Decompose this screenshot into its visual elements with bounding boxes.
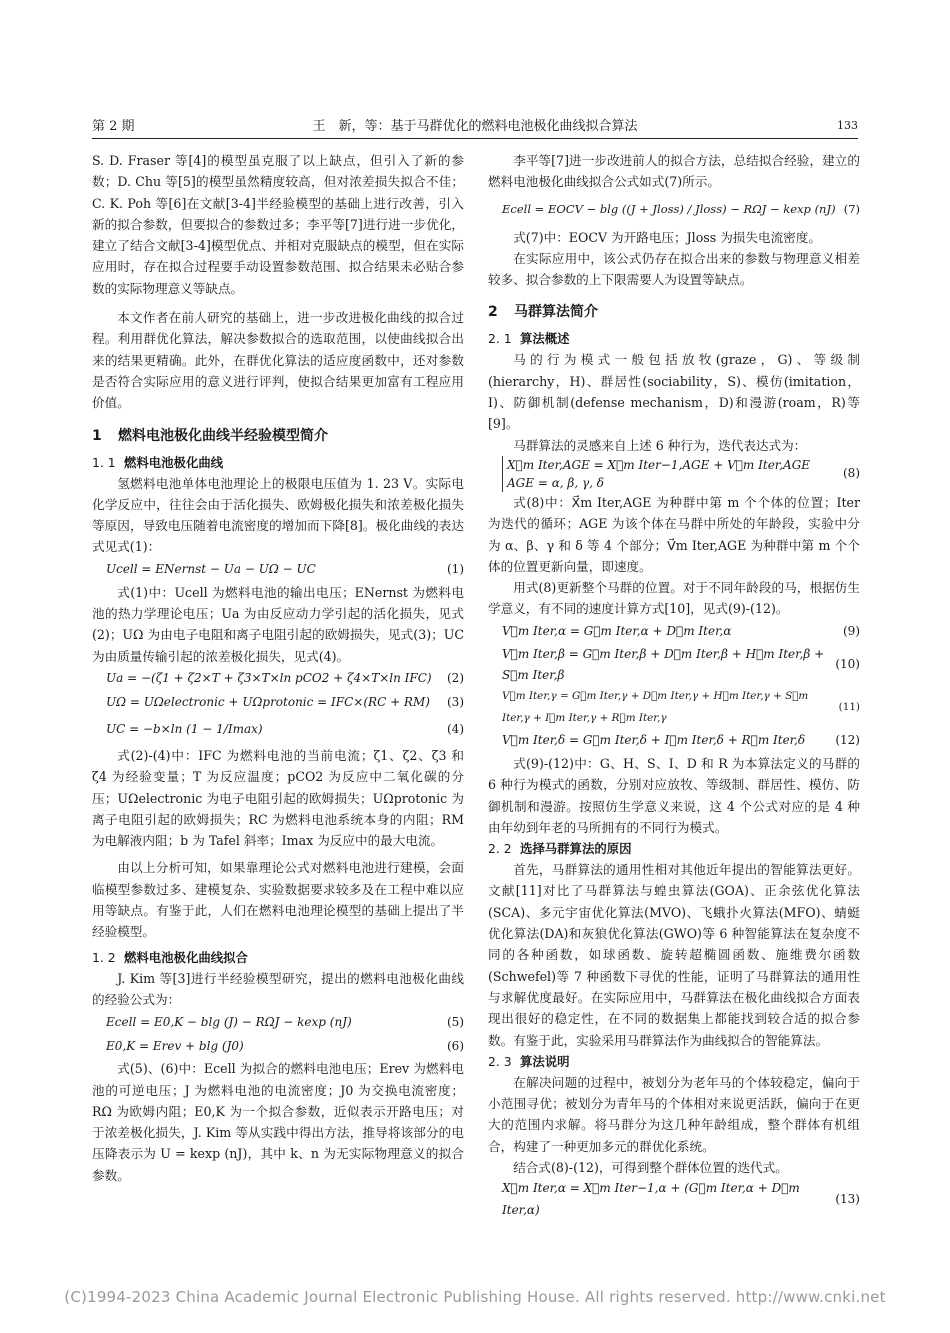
equation: E0,K = Erev + blg (J0) (6) <box>106 1038 464 1053</box>
paragraph: 首先，马群算法的通用性相对其他近年提出的智能算法更好。文献[11]对比了马群算法与蝗虫算法(GOA)、正余弦优化算法(SCA)、多元宇宙优化算法(MVO)、飞蛾扑火算法(MFO)、蜻蜓优化算法(DA)和灰狼优化算法(GWO)等 6 种智能算法在复杂度不同的各种函数，如球函数、旋转超椭圆函数、施维费尔函数(Schwefel)等 7 种函数下寻优的性能，证明了马群算法的通用性与求解优度最好。在实际应用中，马群算法在极化曲线拟合方面表现出很好的稳定性，在不同的数据集上都能找到较合适的拟合参数。有鉴于此，实验采用马群算法作为曲线拟合的智能算法。 <box>488 862 860 1048</box>
issue-number: 第 2 期 <box>92 119 135 134</box>
paragraph: 在实际应用中，该公式仍存在拟合出来的参数与物理意义相差较多、拟合参数的上下限需要人为设置等缺点。 <box>488 250 860 288</box>
left-column <box>92 150 464 1186</box>
paragraph: 本文作者在前人研究的基础上，进一步改进极化曲线的拟合过程。利用群优化算法，解决参数拟合的选取范围，以使曲线拟合出来的结果更精确。此外，在群优化算法的适应度函数中，还对参数是否符合实际应用的意义进行评判，使拟合结果更加富有工程应用价值。 <box>92 310 464 411</box>
running-header <box>92 114 858 139</box>
equation: V⃗m Iter,γ = G⃗m Iter,γ + D⃗m Iter,γ + H⃗m Iter,γ + S⃗m Iter,γ + I⃗m Iter,γ + R⃗m Iter,γ (11) <box>502 690 860 724</box>
equation: UΩ = UΩelectronic + UΩprotonic = IFC×(RC + RM) (3) <box>106 695 464 710</box>
equation: Ua = −(ζ1 + ζ2×T + ζ3×T×ln pCO2 + ζ4×T×ln IFC) (2) <box>106 671 464 686</box>
equation: X⃗m Iter,AGE = X⃗m Iter−1,AGE + V⃗m Iter,AGE AGE = α, β, γ, δ (8) <box>488 456 860 492</box>
paragraph: J. Kim 等[3]进行半经验模型研究，提出的燃料电池极化曲线的经验公式为： <box>92 970 464 1007</box>
equation: X⃗m Iter,α = X⃗m Iter−1,α + (G⃗m Iter,α + D⃗m Iter,α) (13) <box>502 1181 860 1217</box>
equation: V⃗m Iter,δ = G⃗m Iter,δ + I⃗m Iter,δ + R⃗m Iter,δ (12) <box>502 733 860 748</box>
paragraph: 式(1)中：Ucell 为燃料电池的输出电压；ENernst 为燃料电池的热力学理论电压；Ua 为由反应动力学引起的活化损失，见式(2)；UΩ 为由电子电阻和离子电阻引起的欧姆损失，见式(3)；UC 为由质量传输引起的浓差极化损失，见式(4)。 <box>92 584 464 664</box>
subsection-heading: 2. 3 算法说明 <box>488 1053 570 1069</box>
paragraph: 由以上分析可知，如果靠理论公式对燃料电池进行建模，会面临模型参数过多、建模复杂、实验数据要求较多及在工程中难以应用等缺点。有鉴于此，人们在燃料电池理论模型的基础上提出了半经验模型。 <box>92 860 464 940</box>
paragraph: 李平等[7]进一步改进前人的拟合方法，总结拟合经验，建立的燃料电池极化曲线拟合公式如式(7)所示。 <box>488 153 860 190</box>
equation: Ecell = E0,K − blg (J) − RΩJ − kexp (nJ) (5) <box>106 1014 464 1029</box>
paragraph: 式(5)、(6)中：Ecell 为拟合的燃料电池电压；Erev 为燃料电池的可逆电压；J 为燃料电池的电流密度；J0 为交换电流密度；RΩ 为欧姆内阻；E0,K 为一个拟合参数，近似表示开路电压；对于浓差极化损失，J. Kim 等从实践中得出方法，推导将该部分的电压降表示为 U = kexp (nJ)，其中 k、n 为无实际物理意义的拟合参数。 <box>92 1061 464 1183</box>
paragraph: 用式(8)更新整个马群的位置。对于不同年龄段的马，根据仿生学意义，有不同的速度计算方式[10]，见式(9)-(12)。 <box>488 580 860 617</box>
subsection-heading: 1. 1 燃料电池极化曲线 <box>92 454 224 470</box>
subsection-heading: 2. 2 选择马群算法的原因 <box>488 841 632 857</box>
paragraph: 式(9)-(12)中：G、H、S、I、D 和 R 为本算法定义的马群的 6 种行为模式的函数，分别对应放牧、等级制、群居性、模仿、防御机制和漫游。按照仿生学意义来说，这 4 个公式对应的是 4 种由年幼到年老的马所拥有的不同行为模式。 <box>488 755 860 835</box>
section-heading: 1 燃料电池极化曲线半经验模型简介 <box>92 427 328 444</box>
paragraph: S. D. Fraser 等[4]的模型虽克服了以上缺点，但引入了新的参数；D. Chu 等[5]的模型虽然精度较高，但对浓差损失拟合不佳；C. K. Poh 等[6]在文献[3-4]半经验模型的基础上进行改善，引入新的拟合参数，但要拟合的参数过多；李平等[7]进行进一步优化，建立了结合文献[3-4]模型优点、并相对克服缺点的模型，但在实际应用时，存在拟合过程要手动设置参数范围、拟合结果未必贴合参数的实际物理意义等缺点。 <box>92 153 464 296</box>
paragraph: 结合式(8)-(12)，可得到整个群体位置的迭代式。 <box>513 1159 788 1175</box>
equation: V⃗m Iter,α = G⃗m Iter,α + D⃗m Iter,α (9) <box>502 624 860 639</box>
subsection-heading: 2. 1 算法概述 <box>488 331 570 347</box>
paragraph: 马的行为模式一般包括放牧(graze，G)、等级制(hierarchy，H)、群居性(sociability，S)、模仿(imitation，I)、防御机制(defense mechanism，D)和漫游(roam，R)等[9]。 <box>488 352 860 432</box>
paragraph: 式(2)-(4)中：IFC 为燃料电池的当前电流；ζ1、ζ2、ζ3 和 ζ4 为经验变量；T 为反应温度；pCO2 为反应中二氧化碳的分压；UΩelectronic 为电子电阻引起的欧姆损失；UΩprotonic 为离子电阻引起的欧姆损失；RC 为燃料电池系统本身的内阻；RM 为电解液内阻；b 为 Tafel 斜率；Imax 为反应中的最大电流。 <box>92 747 464 849</box>
paragraph: 在解决问题的过程中，被划分为老年马的个体较稳定，偏向于小范围寻优；被划分为青年马的个体相对来说更活跃，偏向于在更大的范围内求解。将马群分为这几种年龄组成，整个群体有机组合，构建了一种更加多元的群优化系统。 <box>488 1074 860 1154</box>
equation: V⃗m Iter,β = G⃗m Iter,β + D⃗m Iter,β + H⃗m Iter,β + S⃗m Iter,β (10) <box>502 646 860 683</box>
subsection-heading: 1. 2 燃料电池极化曲线拟合 <box>92 949 248 965</box>
equation: Ecell = EOCV − blg ((J + Jloss) / Jloss) − RΩJ − kexp (nJ) (7) <box>502 201 860 216</box>
paragraph: 氢燃料电池单体电池理论上的极限电压值为 1. 23 V。实际电化学反应中，往往会由于活化损失、欧姆极化损失和浓差极化损失等原因，导致电压随着电流密度的增加而下降[8]。极化曲线的表达式见式(1)： <box>92 475 464 555</box>
right-column <box>488 150 860 1221</box>
section-heading: 2 马群算法简介 <box>488 304 598 321</box>
copyright-footer: (C)1994-2023 China Academic Journal Electronic Publishing House. All rights reserved. http://www.cnki.net <box>64 1288 886 1306</box>
page-number: 133 <box>837 119 858 132</box>
paragraph: 式(8)中：X⃗m Iter,AGE 为种群中第 m 个个体的位置；Iter 为迭代的循环；AGE 为该个体在马群中所处的年龄段，实验中分为 α、β、γ 和 δ 等 4 个部分；V⃗m Iter,AGE 为种群中第 m 个个体的位置更新向量，即速度。 <box>488 494 860 574</box>
equation: UC = −b×ln (1 − 1/Imax) (4) <box>106 722 464 737</box>
running-title: 王 新，等：基于马群优化的燃料电池极化曲线拟合算法 <box>312 119 638 134</box>
paragraph: 马群算法的灵感来自上述 6 种行为，迭代表达式为： <box>513 437 807 453</box>
equation: Ucell = ENernst − Ua − UΩ − UC (1) <box>106 562 464 577</box>
paragraph: 式(7)中：EOCV 为开路电压；Jloss 为损失电流密度。 <box>513 229 821 245</box>
